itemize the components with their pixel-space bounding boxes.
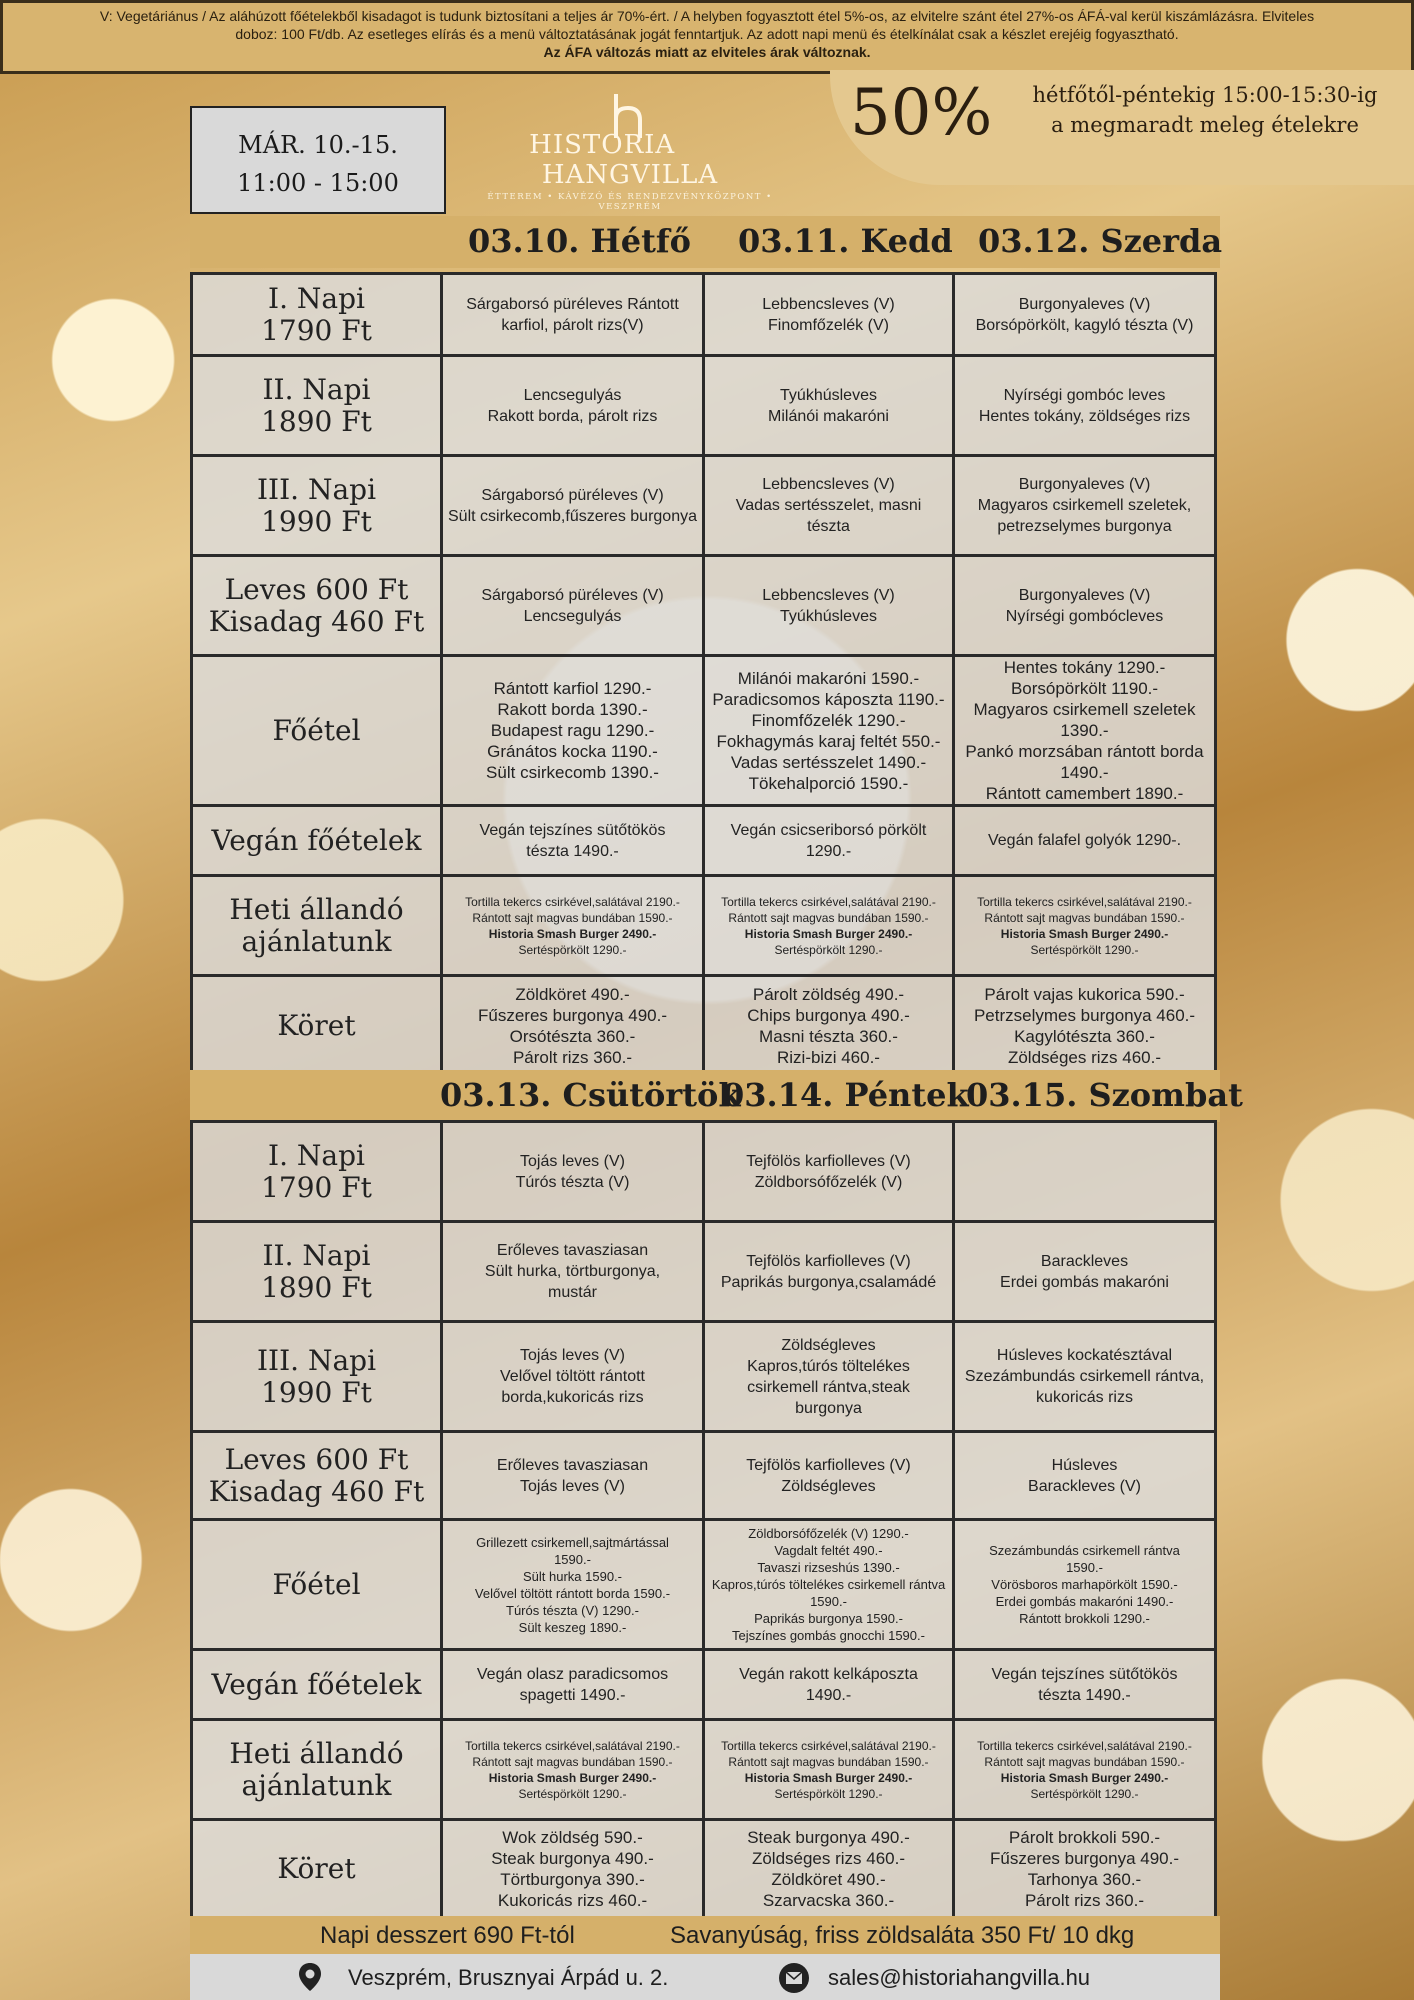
menu-cell (704, 1122, 954, 1222)
day-header-week1 (190, 216, 1223, 268)
menu-item: Tejfölös karfiolleves (V) (746, 1152, 911, 1170)
menu-cell (954, 1432, 1216, 1520)
menu-item: Tojás leves (V) (520, 1347, 625, 1364)
row-label (192, 356, 442, 456)
row-label-line: ajánlatunk (241, 924, 392, 958)
menu-cell (954, 274, 1216, 356)
row-label-line: Köret (277, 1008, 356, 1042)
menu-item: Rakott borda, párolt rizs (487, 407, 658, 425)
menu-item: Rántott sajt magvas bundában 1590.- (984, 1754, 1185, 1769)
menu-item: Nyírségi gombóc leves (1003, 386, 1166, 404)
menu-cell (704, 976, 954, 1076)
menu-item: Sertéspörkölt 1290.- (1030, 1786, 1139, 1801)
menu-item: Tejfölös karfiolleves (V) (746, 1252, 911, 1270)
row-label-line: Kisadag 460 Ft (208, 1474, 425, 1508)
menu-item: Lebbencsleves (V) (762, 586, 895, 604)
menu-item: tészta (807, 518, 850, 535)
menu-item: Historia Smash Burger 2490.- (1000, 1770, 1169, 1785)
menu-item: Finomfőzelék 1290.- (751, 710, 906, 730)
menu-cell (704, 1222, 954, 1322)
menu-cell (954, 1720, 1216, 1820)
menu-item: Erőleves tavasziasan (496, 1242, 649, 1259)
menu-item: Párolt vajas kukorica 590.- (984, 984, 1185, 1004)
day-header: 03.12. Szerda (978, 222, 1223, 260)
row-label-line: III. Napi (256, 1343, 377, 1377)
menu-item: Erdei gombás makaróni (1000, 1273, 1169, 1291)
row-label-line: Heti állandó (229, 892, 404, 926)
menu-cell (954, 1520, 1216, 1650)
menu-item: petrezselymes burgonya (997, 518, 1172, 535)
menu-item: Chips burgonya 490.- (747, 1005, 910, 1025)
date-range: MÁR. 10.-15. (238, 131, 398, 159)
row-label-line: Leves 600 Ft (224, 572, 409, 606)
menu-cell (954, 1322, 1216, 1432)
day-header-week2 (190, 1070, 1243, 1122)
menu-item: Gránátos kocka 1190.- (487, 742, 658, 761)
menu-item: Barackleves (1040, 1252, 1129, 1270)
row-label (192, 456, 442, 556)
promo-line-1: hétfőtől-péntekig 15:00-15:30-ig (1032, 83, 1378, 107)
menu-row (192, 876, 1216, 976)
location-pin-icon (298, 1962, 322, 1992)
menu-item: Petrzselymes burgonya 460.- (973, 1005, 1196, 1025)
menu-item: tészta 1490.- (526, 842, 619, 860)
menu-item: Zöldségleves (781, 1477, 876, 1495)
top-note (0, 0, 1414, 74)
menu-item: 1590.- (810, 1594, 847, 1609)
menu-item: Sült hurka, törtburgonya, (484, 1263, 661, 1280)
menu-item: Kapros,túrós töltelékes csirkemell rántva (711, 1577, 946, 1592)
menu-item: Tejfölös karfiolleves (V) (746, 1456, 911, 1474)
promo-banner (830, 70, 1414, 185)
menu-row (192, 1820, 1216, 1918)
menu-item: Paprikás burgonya 1590.- (754, 1611, 903, 1626)
promo-percent: 50% (850, 76, 993, 150)
menu-item: Magyaros csirkemell szeletek, (977, 497, 1192, 514)
row-label (192, 1520, 442, 1650)
menu-item: Kagylótészta 360.- (1014, 1026, 1155, 1046)
logo-name-right: HANGVILLA (541, 160, 719, 190)
top-note-line-2: doboz: 100 Ft/db. Az esetleges elírás és a menü változtatásának jogát fenntartjuk. Az adott napi menü és ételkínálat csak a készlet erejéig fogyasztható. (235, 26, 1179, 42)
menu-item: Erőleves tavasziasan (496, 1456, 649, 1474)
menu-item: Vagdalt feltét 490.- (774, 1543, 883, 1558)
menu-item: Historia Smash Burger 2490.- (1000, 926, 1169, 941)
menu-item: Tortilla tekercs csirkével,salátával 2190.- (465, 1738, 680, 1753)
menu-item: Vörösboros marhapörkölt 1590.- (991, 1577, 1178, 1592)
menu-item: Sárgaborsó püréleves Rántott (466, 295, 679, 313)
menu-item: Borsópörkölt, kagyló tészta (V) (975, 316, 1194, 334)
row-label-line: 1890 Ft (261, 1270, 372, 1304)
menu-item: Burgonyaleves (V) (1018, 295, 1151, 313)
menu-item: Grillezett csirkemell,sajtmártással (476, 1534, 669, 1550)
menu-table-week1 (190, 272, 1217, 1077)
menu-cell (954, 1820, 1216, 1918)
envelope-icon (778, 1962, 810, 1994)
row-label-line: 1990 Ft (261, 504, 372, 538)
menu-item: Tarhonya 360.- (1027, 1869, 1142, 1889)
menu-cell (704, 456, 954, 556)
menu-cell (704, 274, 954, 356)
menu-item: Szezámbundás csirkemell rántva, (964, 1368, 1205, 1385)
date-box (190, 106, 446, 214)
menu-item: Steak burgonya 490.- (747, 1827, 910, 1847)
menu-item: Wok zöldség 590.- (502, 1827, 643, 1847)
menu-item: Steak burgonya 490.- (491, 1848, 654, 1868)
menu-item: borda,kukoricás rizs (501, 1389, 644, 1406)
menu-cell (442, 1720, 704, 1820)
row-label-line: II. Napi (262, 1238, 371, 1272)
row-label-line: Leves 600 Ft (224, 1442, 409, 1476)
menu-cell (704, 1432, 954, 1520)
menu-item: Lebbencsleves (V) (762, 476, 895, 493)
menu-cell (704, 556, 954, 656)
row-label-line: ajánlatunk (241, 1768, 392, 1802)
menu-item: Sült keszeg 1890.- (518, 1619, 627, 1635)
row-label-line: Vegán főételek (211, 823, 422, 857)
menu-cell (442, 274, 704, 356)
menu-item: Rántott sajt magvas bundában 1590.- (472, 910, 673, 925)
menu-cell (704, 1820, 954, 1918)
promo-line-2: a megmaradt meleg ételekre (1051, 113, 1359, 137)
row-label (192, 976, 442, 1076)
menu-row (192, 556, 1216, 656)
day-header: 03.15. Szombat (966, 1076, 1243, 1114)
menu-item: Sült hurka 1590.- (522, 1568, 622, 1584)
menu-item: Lencsegulyás (523, 386, 622, 404)
day-header: 03.10. Hétfő (468, 222, 691, 260)
email-link[interactable]: sales@historiahangvilla.hu (828, 1965, 1091, 1990)
menu-item: Húsleves (1051, 1456, 1118, 1474)
menu-cell (704, 806, 954, 876)
row-label-line: I. Napi (268, 281, 365, 315)
menu-item: Túrós tészta (V) 1290.- (506, 1602, 639, 1618)
menu-item: Vegán tejszínes sütőtökös (991, 1665, 1178, 1683)
menu-row (192, 1122, 1216, 1222)
menu-item: Lebbencsleves (V) (762, 295, 895, 313)
menu-row (192, 976, 1216, 1076)
row-label-line: 1890 Ft (261, 404, 372, 438)
dessert-note: Napi desszert 690 Ft-tól (320, 1922, 575, 1949)
menu-item: Rántott sajt magvas bundában 1590.- (472, 1754, 673, 1769)
menu-item: Tortilla tekercs csirkével,salátával 2190.- (721, 1738, 936, 1753)
menu-item: Lencsegulyás (523, 607, 622, 625)
menu-item: Szarvacska 360.- (762, 1890, 895, 1910)
menu-cell (442, 1322, 704, 1432)
menu-item: Párolt rizs 360.- (1024, 1890, 1145, 1910)
row-label-line: 1790 Ft (261, 313, 372, 347)
menu-item: Tortilla tekercs csirkével,salátával 2190.- (465, 894, 680, 909)
menu-table-week2 (190, 1120, 1217, 1919)
menu-row (192, 456, 1216, 556)
menu-row (192, 656, 1216, 806)
menu-item: Hentes tokány, zöldséges rizs (978, 407, 1191, 425)
row-label (192, 556, 442, 656)
menu-item: Fokhagymás karaj feltét 550.- (716, 731, 941, 751)
menu-item: Vegán falafel golyók 1290-. (987, 832, 1182, 849)
menu-cell (704, 356, 954, 456)
menu-cell (704, 876, 954, 976)
menu-row (192, 274, 1216, 356)
menu-item: Rántott sajt magvas bundában 1590.- (984, 910, 1185, 925)
menu-item: Rántott sajt magvas bundában 1590.- (728, 910, 929, 925)
menu-item: Magyaros csirkemell szeletek 1390.- (973, 700, 1196, 740)
row-label (192, 1720, 442, 1820)
menu-item: Erdei gombás makaróni 1490.- (995, 1594, 1174, 1609)
menu-cell (442, 806, 704, 876)
menu-item: Vegán tejszínes sütőtökös (479, 821, 666, 839)
row-label (192, 1322, 442, 1432)
menu-item: Fűszeres burgonya 490.- (478, 1005, 667, 1025)
menu-item: Sárgaborsó püréleves (V) (481, 486, 664, 504)
menu-item: 1290.- (805, 842, 852, 860)
menu-item: Masni tészta 360.- (759, 1026, 898, 1046)
row-label (192, 876, 442, 976)
menu-item: Kukoricás rizs 460.- (497, 1890, 648, 1910)
row-label-line: Főétel (272, 1567, 361, 1601)
menu-item: Sertéspörkölt 1290.- (1030, 942, 1139, 957)
menu-item: Szezámbundás csirkemell rántva (989, 1543, 1180, 1558)
row-label (192, 806, 442, 876)
menu-row (192, 1222, 1216, 1322)
menu-item: Velővel töltött rántott (500, 1368, 645, 1385)
menu-item: Vegán csicseriborsó pörkölt (730, 821, 927, 839)
footer-contact (190, 1954, 1220, 2000)
menu-item: kukoricás rizs (1036, 1389, 1133, 1406)
menu-item: Zöldköret 490.- (515, 984, 630, 1004)
menu-item: Tyúkhúsleves (780, 386, 877, 404)
menu-item: Zöldségleves (781, 1336, 876, 1354)
row-label-line: II. Napi (262, 372, 371, 406)
menu-item: Velővel töltött rántott borda 1590.- (474, 1585, 671, 1601)
menu-row (192, 1322, 1216, 1432)
menu-item: Tökehalporció 1590.- (748, 773, 909, 793)
menu-item: Kapros,túrós töltelékes (747, 1357, 910, 1375)
menu-cell (954, 356, 1216, 456)
row-label-line: Kisadag 460 Ft (208, 604, 425, 638)
opening-hours: 11:00 - 15:00 (237, 169, 399, 197)
menu-item: spagetti 1490.- (519, 1686, 626, 1704)
logo (470, 90, 790, 212)
menu-item: Párolt brokkoli 590.- (1008, 1827, 1161, 1847)
menu-item: Rakott borda 1390.- (497, 700, 648, 719)
menu-item: Orsótészta 360.- (509, 1026, 636, 1046)
menu-item: 1490.- (805, 1686, 852, 1704)
footer-extras (190, 1916, 1220, 1954)
row-label-line: Főétel (272, 713, 361, 747)
menu-item: Sertéspörkölt 1290.- (774, 1786, 883, 1801)
menu-row (192, 1520, 1216, 1650)
menu-item: 1590.- (1066, 1560, 1103, 1575)
row-label (192, 274, 442, 356)
menu-item: Burgonyaleves (V) (1018, 586, 1151, 604)
menu-item: Hentes tokány 1290.- (1003, 658, 1166, 677)
menu-cell (954, 1122, 1216, 1222)
top-note-line-3: Az ÁFA változás miatt az elviteles árak változnak. (543, 44, 871, 60)
menu-item: Milánói makaróni (768, 407, 889, 425)
row-label-line: Köret (277, 1851, 356, 1885)
menu-item: Zöldborsófőzelék (V) (754, 1173, 903, 1191)
menu-item: Vadas sertésszelet 1490.- (730, 752, 927, 772)
menu-cell (442, 1432, 704, 1520)
menu-cell (954, 1222, 1216, 1322)
menu-item: Pankó morzsában rántott borda 1490.- (965, 742, 1204, 782)
menu-cell (442, 1520, 704, 1650)
menu-cell (442, 976, 704, 1076)
menu-item: Tojás leves (V) (520, 1152, 625, 1170)
menu-cell (954, 876, 1216, 976)
menu-item: Paprikás burgonya,csalamádé (720, 1273, 937, 1291)
day-header: 03.11. Kedd (738, 222, 953, 260)
menu-item: Törtburgonya 390.- (500, 1869, 645, 1889)
row-label-line: I. Napi (268, 1138, 365, 1172)
menu-item: Párolt rizs 360.- (512, 1047, 633, 1067)
menu-item: Tyúkhúsleves (780, 607, 877, 625)
menu-item: csirkemell rántva,steak (747, 1378, 910, 1396)
menu-item: Zöldséges rizs 460.- (751, 1848, 906, 1868)
menu-item: Vegán rakott kelkáposzta (739, 1665, 918, 1683)
menu-item: Tavaszi rizseshús 1390.- (757, 1560, 900, 1575)
row-label (192, 656, 442, 806)
menu-cell (704, 656, 954, 806)
menu-item: Nyírségi gombócleves (1005, 607, 1164, 625)
menu-item: Tortilla tekercs csirkével,salátával 2190.- (977, 1738, 1192, 1753)
logo-name-left: HISTORIA (529, 130, 676, 160)
menu-item: burgonya (795, 1399, 862, 1417)
row-label (192, 1650, 442, 1720)
menu-cell (442, 656, 704, 806)
menu-cell (954, 556, 1216, 656)
menu-item: mustár (548, 1284, 597, 1301)
row-label-line: Vegán főételek (211, 1667, 422, 1701)
row-label (192, 1432, 442, 1520)
menu-row (192, 1720, 1216, 1820)
menu-item: Zöldborsófőzelék (V) 1290.- (748, 1526, 909, 1541)
menu-cell (442, 1650, 704, 1720)
menu-item: Paradicsomos káposzta 1190.- (712, 689, 945, 709)
menu-cell (442, 876, 704, 976)
row-label (192, 1222, 442, 1322)
menu-item: Sertéspörkölt 1290.- (518, 1786, 627, 1801)
menu-item: Rántott karfiol 1290.- (493, 679, 652, 698)
menu-cell (442, 1222, 704, 1322)
day-header: 03.13. Csütörtök (440, 1076, 741, 1114)
tuning-fork-icon (598, 90, 658, 140)
menu-row (192, 356, 1216, 456)
menu-item: Finomfőzelék (V) (768, 316, 889, 334)
menu-row (192, 1650, 1216, 1720)
menu-item: Vegán olasz paradicsomos (476, 1665, 669, 1683)
menu-item: tészta 1490.- (1038, 1686, 1131, 1704)
menu-item: 1590.- (554, 1551, 591, 1567)
row-label-line: III. Napi (256, 472, 377, 506)
menu-item: Vadas sertésszelet, masni (735, 497, 922, 514)
menu-cell (442, 1122, 704, 1222)
menu-item: Barackleves (V) (1028, 1477, 1141, 1495)
menu-cell (954, 976, 1216, 1076)
menu-item: Zöldséges rizs 460.- (1007, 1047, 1162, 1067)
menu-row (192, 1432, 1216, 1520)
menu-item: Rántott camembert 1890.- (985, 784, 1184, 803)
menu-item: Húsleves kockatésztával (996, 1347, 1173, 1364)
menu-item: Tejszínes gombás gnocchi 1590.- (732, 1628, 925, 1643)
menu-item: Párolt zöldség 490.- (752, 984, 905, 1004)
menu-cell (704, 1720, 954, 1820)
menu-item: Rántott brokkoli 1290.- (1019, 1611, 1150, 1626)
menu-item: Sárgaborsó püréleves (V) (481, 586, 664, 604)
menu-item: Sertéspörkölt 1290.- (518, 942, 627, 957)
menu-cell (442, 456, 704, 556)
menu-cell (954, 456, 1216, 556)
menu-item: Tortilla tekercs csirkével,salátával 2190.- (977, 894, 1192, 909)
menu-row (192, 806, 1216, 876)
menu-cell (954, 1650, 1216, 1720)
row-label (192, 1820, 442, 1918)
menu-cell (704, 1650, 954, 1720)
menu-item: Borsópörkölt 1190.- (1010, 679, 1159, 698)
menu-item: Túrós tészta (V) (515, 1173, 630, 1191)
menu-cell (954, 806, 1216, 876)
menu-cell (704, 1520, 954, 1650)
menu-item: Budapest ragu 1290.- (490, 721, 655, 740)
menu-item: Sertéspörkölt 1290.- (774, 942, 883, 957)
menu-item: Tortilla tekercs csirkével,salátával 2190.- (721, 894, 936, 909)
menu-cell (442, 556, 704, 656)
menu-item: Rántott sajt magvas bundában 1590.- (728, 1754, 929, 1769)
menu-item: Tojás leves (V) (520, 1477, 625, 1495)
menu-item: Historia Smash Burger 2490.- (488, 1770, 657, 1785)
menu-item: Fűszeres burgonya 490.- (990, 1848, 1179, 1868)
menu-item: Milánói makaróni 1590.- (737, 668, 920, 688)
menu-item: Sült csirkecomb 1390.- (486, 763, 659, 782)
menu-item: Burgonyaleves (V) (1018, 476, 1151, 493)
menu-item: Historia Smash Burger 2490.- (744, 926, 913, 941)
row-label (192, 1122, 442, 1222)
pickles-note: Savanyúság, friss zöldsaláta 350 Ft/ 10 dkg (670, 1922, 1135, 1949)
menu-item: karfiol, párolt rizs(V) (501, 316, 644, 334)
menu-cell (442, 356, 704, 456)
menu-cell (704, 1322, 954, 1432)
logo-tagline: ÉTTEREM • KÁVÉZÓ ÉS RENDEZVÉNYKÖZPONT • VESZPRÉM (487, 192, 773, 212)
row-label-line: Heti állandó (229, 1736, 404, 1770)
row-label-line: 1790 Ft (261, 1170, 372, 1204)
menu-item: Zöldköret 490.- (771, 1869, 886, 1889)
menu-item: Historia Smash Burger 2490.- (488, 926, 657, 941)
menu-cell (954, 656, 1216, 806)
menu-item: Rizi-bizi 460.- (777, 1047, 880, 1067)
top-note-line-1: V: Vegetáriánus / Az aláhúzott főételekből kisadagot is tudunk biztosítani a teljes ár 70%-ért. / A helyben fogyasztott étel 5%-os, az elvitelre szánt étel 27%-os ÁFÁ-val kerül kiszámlázásra. Elviteles (99, 8, 1315, 24)
address: Veszprém, Brusznyai Árpád u. 2. (348, 1965, 669, 1990)
menu-cell (442, 1820, 704, 1918)
promo-text (1015, 80, 1395, 140)
menu-item: Historia Smash Burger 2490.- (744, 1770, 913, 1785)
row-label-line: 1990 Ft (261, 1375, 372, 1409)
day-header: 03.14. Péntek (722, 1076, 969, 1114)
menu-item: Sült csirkecomb,fűszeres burgonya (448, 507, 697, 525)
